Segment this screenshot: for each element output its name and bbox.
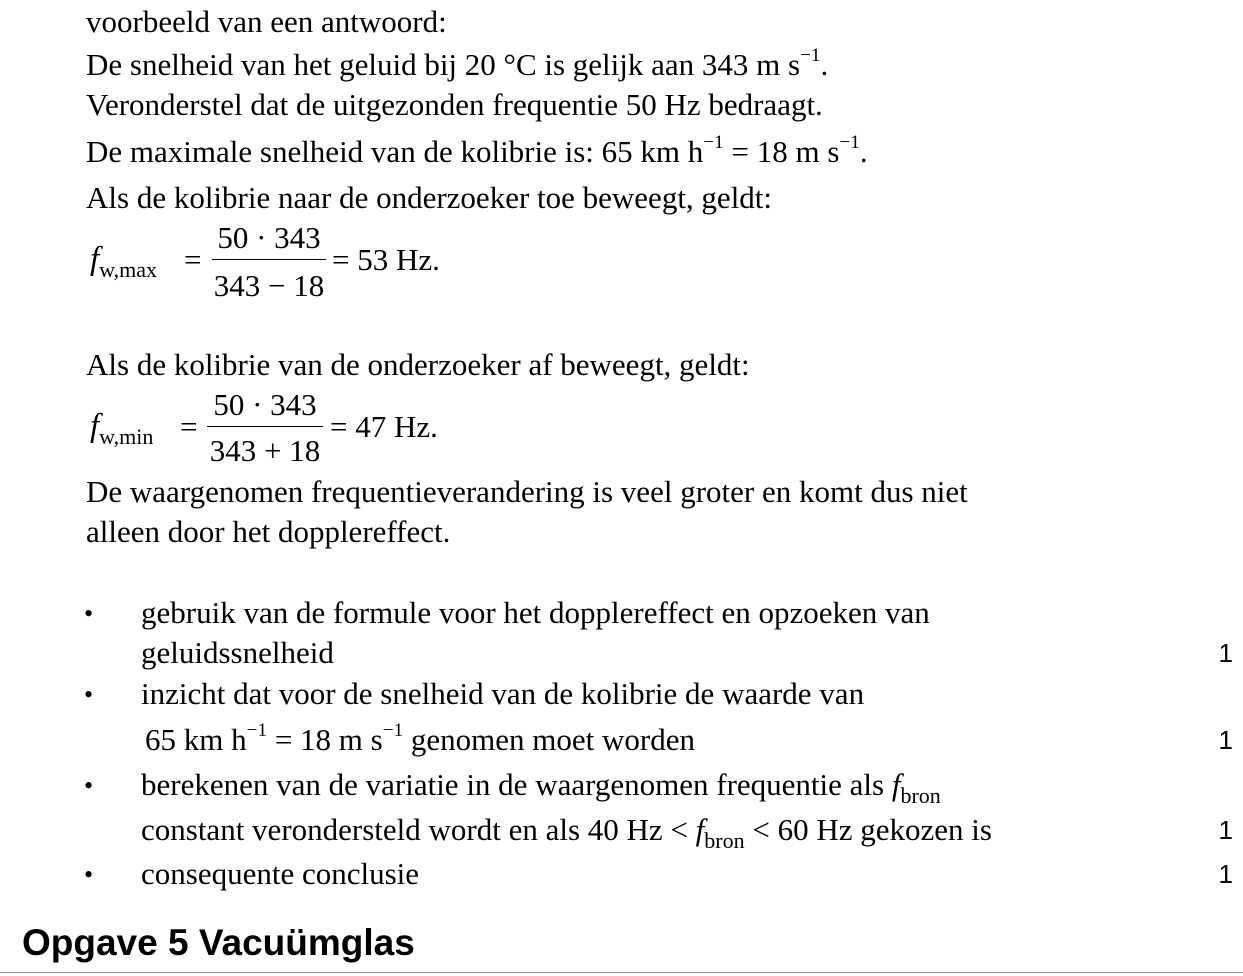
bullet: • bbox=[84, 771, 94, 800]
scoring-item-4-line-1: consequente conclusie bbox=[141, 856, 420, 891]
bullet: • bbox=[84, 680, 94, 709]
scoring-item-2-line-2: 65 km $h^{-1} = 18$ m $s^{-1}$ genomen moet worden bbox=[145, 720, 696, 757]
formula-min-eq: = bbox=[180, 409, 198, 444]
formula-min-sub: w,min bbox=[99, 424, 154, 449]
formula-max-result: = 53 Hz. bbox=[332, 242, 440, 277]
line-towards: Als de kolibrie naar de onderzoeker toe beweegt, geldt: bbox=[86, 180, 773, 215]
formula-min-numerator: 50 · 343 bbox=[213, 387, 317, 422]
formula-min-var: $f_{w,min}$ bbox=[90, 408, 154, 449]
line-away: Als de kolibrie van de onderzoeker af beweegt, geldt: bbox=[86, 347, 750, 382]
bullet: • bbox=[84, 599, 94, 628]
bullet: • bbox=[84, 860, 94, 889]
score-points: 1 bbox=[1218, 638, 1233, 668]
scoring-item-3-line-2: constant verondersteld wordt en als 40 $Hz < f_{bron} < 60$ Hz gekozen is bbox=[141, 812, 992, 853]
formula-min-result: = 47 Hz. bbox=[330, 409, 438, 444]
formula-max-var: $f_{w,max}$ bbox=[90, 241, 158, 282]
formula-max-eq: = bbox=[184, 242, 202, 277]
formula-max-denominator: 343 − 18 bbox=[213, 268, 325, 303]
formula-max-numerator: 50 · 343 bbox=[217, 220, 321, 255]
line-assume-frequency: Veronderstel dat de uitgezonden frequentie 50 Hz bedraagt. bbox=[86, 87, 823, 122]
line-speed-sound: De snelheid van het geluid bij 20 °C is gelijk aan 343 m $s^{-1}$. bbox=[86, 45, 829, 82]
formula-max-sub: w,max bbox=[99, 257, 158, 282]
formula-max-fraction bbox=[212, 220, 326, 302]
conclusion-line-2: alleen door het dopplereffect. bbox=[86, 514, 451, 549]
formula-max-fraction-bar bbox=[212, 259, 326, 260]
formula-min-denominator: 343 + 18 bbox=[209, 433, 321, 468]
score-points: 1 bbox=[1218, 859, 1233, 889]
score-points: 1 bbox=[1218, 725, 1233, 755]
score-points: 1 bbox=[1218, 815, 1233, 845]
scoring-item-3-line-1: berekenen van de variatie in de waargenomen frequentie als $f_{bron}$ bbox=[141, 767, 941, 808]
answer-intro: voorbeeld van een antwoord: bbox=[86, 4, 447, 39]
formula-min-fraction bbox=[207, 387, 323, 469]
conclusion-line-1: De waargenomen frequentieverandering is veel groter en komt dus niet bbox=[86, 474, 968, 509]
section-heading: Opgave 5 Vacuümglas bbox=[22, 922, 415, 963]
line-max-speed: De maximale snelheid van de kolibrie is: 65 km $h^{-1} = 18$ m $s^{-1}$. bbox=[86, 132, 868, 169]
formula-min-fraction-bar bbox=[207, 426, 323, 427]
scoring-item-1-line-1: gebruik van de formule voor het dopplereffect en opzoeken van bbox=[141, 595, 930, 630]
scoring-item-1-line-2: geluidssnelheid bbox=[141, 635, 334, 670]
divider bbox=[0, 972, 1243, 973]
scoring-item-2-line-1: inzicht dat voor de snelheid van de kolibrie de waarde van bbox=[141, 676, 865, 711]
